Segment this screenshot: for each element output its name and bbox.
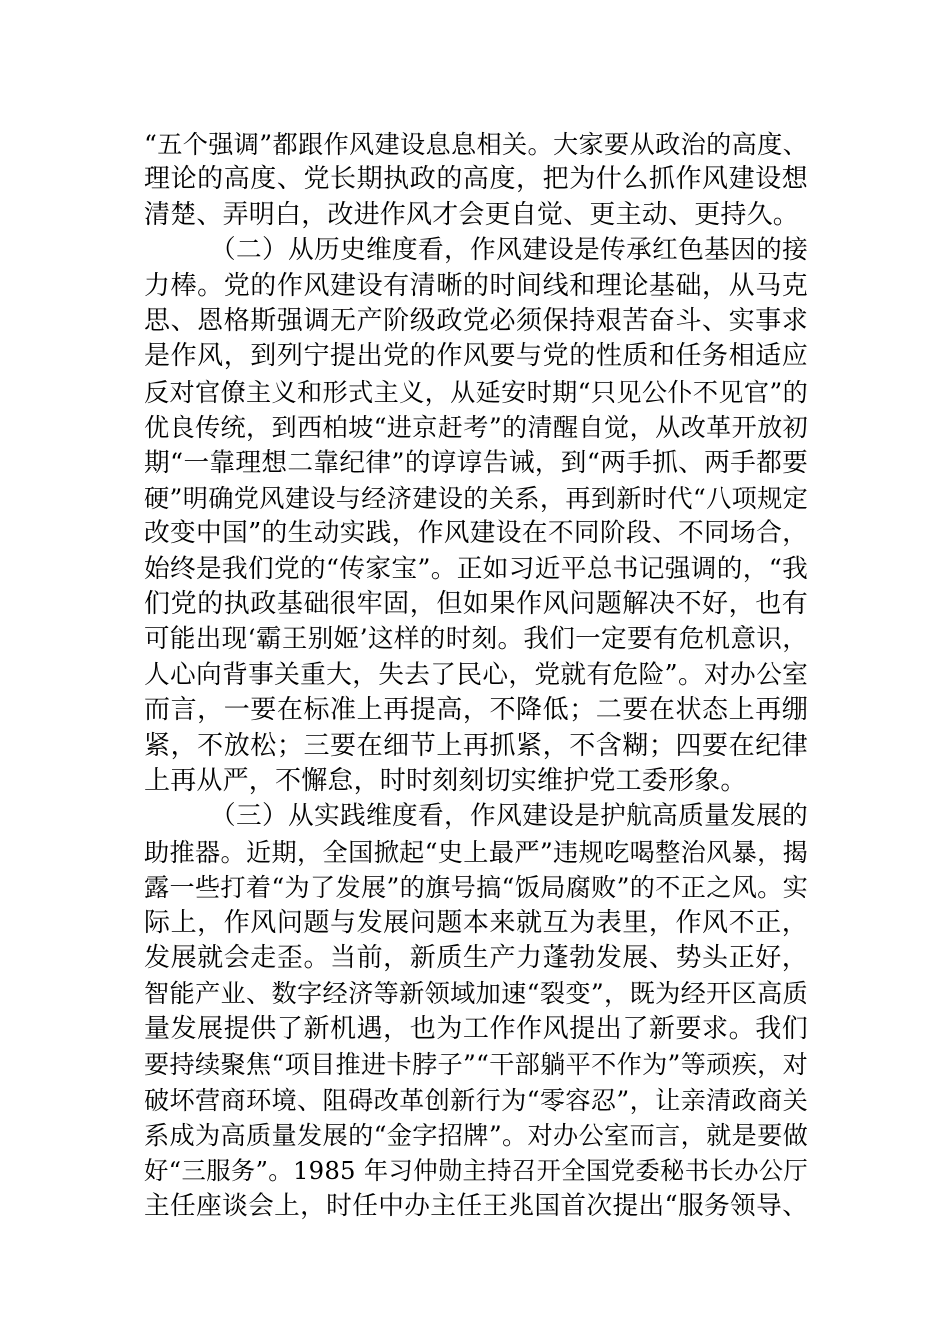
text-line: 优良传统，到西柏坡“进京赶考”的清醒自觉，从改革开放初 — [144, 413, 808, 443]
text-line: 破坏营商环境、阻碍改革创新行为“零容忍”，让亲清政商关 — [144, 1085, 808, 1115]
text-line: 是作风，到列宁提出党的作风要与党的性质和任务相适应 — [144, 341, 808, 372]
text-line: 改变中国”的生动实践，作风建设在不同阶段、不同场合， — [144, 518, 808, 549]
text-line: 际上，作风问题与发展问题本来就互为表里，作风不正， — [144, 907, 808, 938]
text-line: 反对官僚主义和形式主义，从延安时期“只见公仆不见官”的 — [144, 377, 808, 407]
text-line: 智能产业、数字经济等新领域加速“裂变”，既为经开区高质 — [144, 979, 808, 1009]
text-line: 们党的执政基础很牢固，但如果作风问题解决不好，也有 — [144, 589, 808, 620]
text-line: “五个强调”都跟作风建设息息相关。大家要从政治的高度、 — [144, 130, 808, 159]
text-line: 系成为高质量发展的“金字招牌”。对办公室而言，就是要做 — [144, 1120, 808, 1150]
text-line: 理论的高度、党长期执政的高度，把为什么抓作风建设想 — [144, 164, 808, 195]
text-line: 始终是我们党的“传家宝”。正如习近平总书记强调的，“我 — [144, 553, 808, 584]
text-line: （二）从历史维度看，作风建设是传承红色基因的接 — [210, 235, 808, 266]
text-line: 人心向背事关重大，失去了民心，党就有危险”。对办公室 — [144, 659, 808, 690]
text-line: 发展就会走歪。当前，新质生产力蓬勃发展、势头正好， — [144, 942, 808, 973]
text-line: 要持续聚焦“项目推进卡脖子”“干部躺平不作为”等顽疾，对 — [144, 1050, 808, 1080]
text-line: 紧，不放松；三要在细节上再抓紧，不含糊；四要在纪律 — [144, 730, 808, 761]
text-line: 硬”明确党风建设与经济建设的关系，再到新时代“八项规定 — [144, 483, 808, 513]
text-line: （三）从实践维度看，作风建设是护航高质量发展的 — [210, 801, 808, 832]
text-line: 上再从严，不懈怠，时时刻刻切实维护党工委形象。 — [144, 766, 747, 797]
text-line: 而言，一要在标准上再提高，不降低；二要在状态上再绷 — [144, 695, 808, 726]
text-line: 露一些打着“为了发展”的旗号搞“饭局腐败”的不正之风。实 — [144, 873, 808, 903]
text-line: 好“三服务”。1985 年习仲勋主持召开全国党委秘书长办公厅 — [144, 1156, 808, 1186]
text-line: 力棒。党的作风建设有清晰的时间线和理论基础，从马克 — [144, 270, 808, 301]
document-body — [144, 127, 808, 1224]
text-line: 思、恩格斯强调无产阶级政党必须保持艰苦奋斗、实事求 — [144, 305, 808, 336]
text-line: 可能出现‘霸王别姬’这样的时刻。我们一定要有危机意识， — [144, 624, 808, 655]
text-line: 量发展提供了新机遇，也为工作作风提出了新要求。我们 — [144, 1013, 808, 1044]
text-line: 清楚、弄明白，改进作风才会更自觉、更主动、更持久。 — [144, 199, 800, 230]
text-line: 主任座谈会上，时任中办主任王兆国首次提出“服务领导、 — [144, 1190, 808, 1221]
text-line: 期“一靠理想二靠纪律”的谆谆告诫，到“两手抓、两手都要 — [144, 447, 808, 478]
text-line: 助推器。近期，全国掀起“史上最严”违规吃喝整治风暴，揭 — [144, 837, 808, 867]
